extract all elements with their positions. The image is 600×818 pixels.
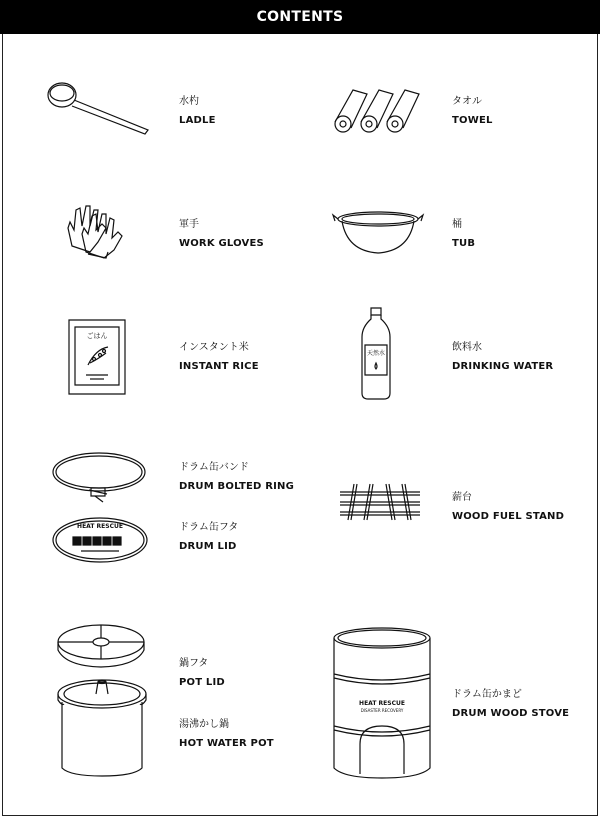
item-drum-bolted-ring: ドラム缶バンド DRUM BOLTED RING — [179, 462, 295, 492]
item-towel: タオル TOWEL — [452, 96, 493, 126]
water-bottle-illustration — [358, 307, 394, 401]
towel-illustration — [331, 84, 423, 134]
pot-lid-illustration — [56, 622, 146, 672]
tub-illustration — [333, 207, 423, 257]
work-gloves-illustration — [64, 202, 130, 260]
header-bar — [0, 0, 600, 34]
drum-lid-text: HEAT RESCUE — [77, 523, 123, 530]
hot-water-pot-illustration — [56, 678, 148, 778]
rice-pack-text: ごはん — [86, 332, 108, 340]
item-tub: 桶 TUB — [452, 219, 476, 249]
wood-stand-illustration — [336, 482, 424, 522]
stove-brand-text: HEAT RESCUE — [359, 700, 405, 707]
item-drum-lid: ドラム缶フタ DRUM LID — [179, 522, 239, 552]
item-drum-wood-stove: ドラム缶かまど DRUM WOOD STOVE — [452, 689, 570, 719]
item-work-gloves: 軍手 WORK GLOVES — [179, 219, 264, 249]
stove-sub-text: DISASTER RECOVERY — [360, 708, 404, 713]
instant-rice-illustration — [68, 319, 126, 395]
water-bottle-text: 天然水 — [366, 350, 385, 357]
item-hot-water-pot: 湯沸かし鍋 HOT WATER POT — [179, 719, 274, 749]
ladle-illustration — [44, 80, 154, 136]
item-drinking-water: 飲料水 DRINKING WATER — [452, 342, 554, 372]
item-pot-lid: 鍋フタ POT LID — [179, 658, 225, 688]
page-title: CONTENTS — [256, 9, 344, 25]
item-wood-fuel-stand: 薪台 WOOD FUEL STAND — [452, 492, 565, 522]
drum-stove-illustration — [332, 626, 432, 780]
item-ladle: 水杓 LADLE — [179, 96, 216, 126]
drum-ring-illustration — [51, 450, 147, 504]
item-instant-rice: インスタント米 INSTANT RICE — [179, 342, 259, 372]
drum-lid-illustration — [51, 515, 149, 565]
